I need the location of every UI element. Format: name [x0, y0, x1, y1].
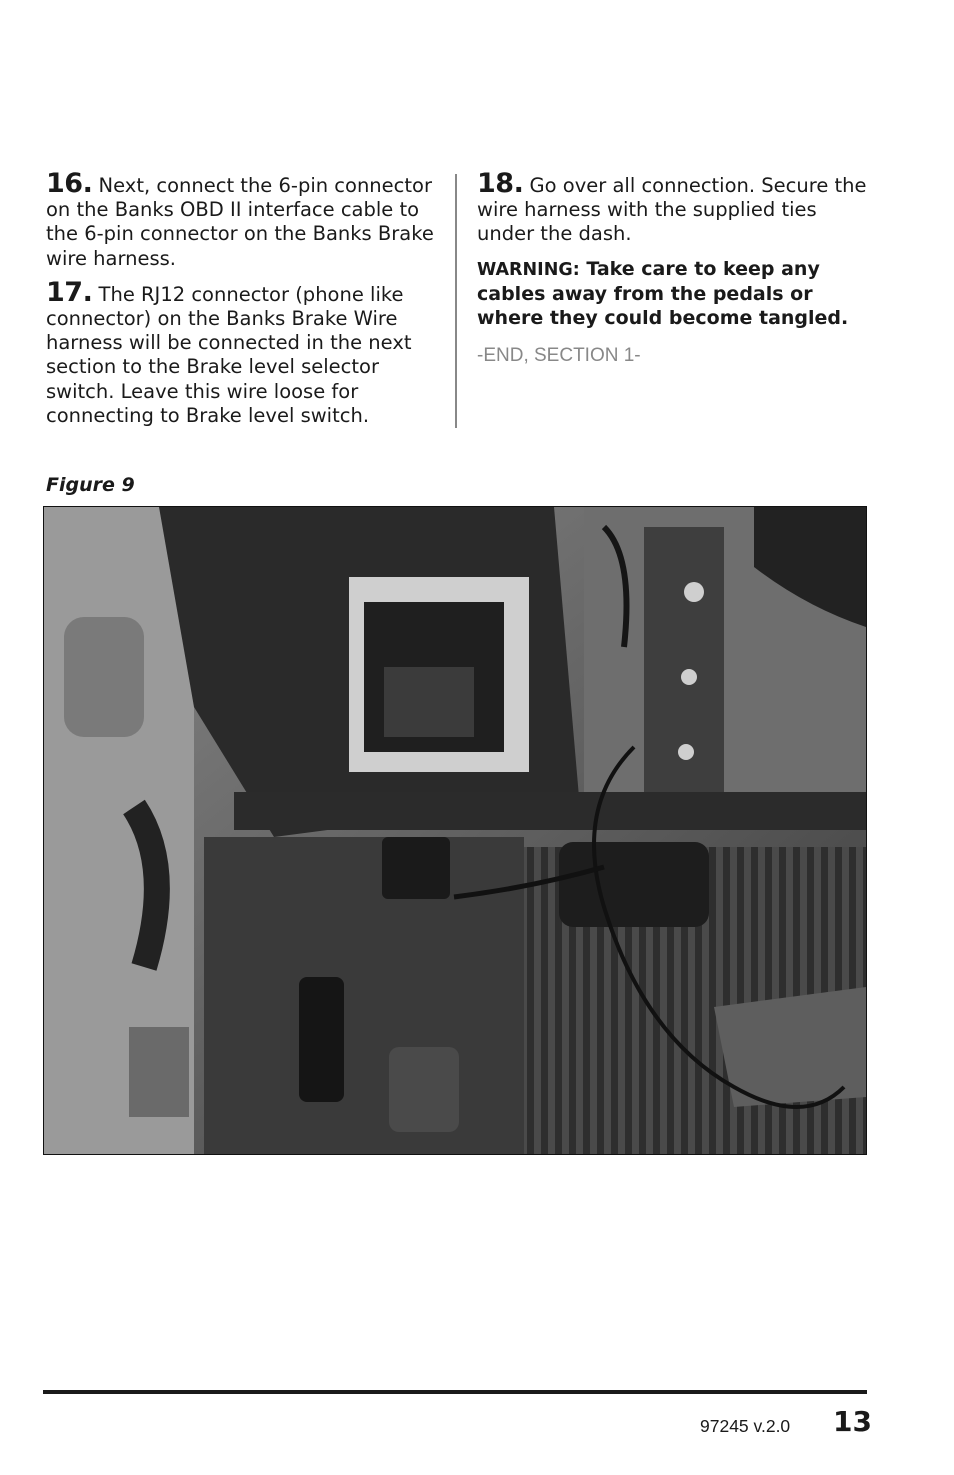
figure-photo [43, 506, 867, 1155]
step-17-number: 17. [46, 276, 93, 308]
column-divider [455, 174, 457, 428]
under-dash-photo-illustration [44, 507, 866, 1154]
step-17 [46, 276, 446, 428]
right-column [477, 168, 877, 378]
page-number: 13 [833, 1405, 872, 1438]
step-16 [46, 168, 446, 271]
step-18-number: 18. [477, 168, 524, 199]
document-version: 97245 v.2.0 [700, 1416, 791, 1436]
end-section-note: -END, SECTION 1- [477, 345, 641, 367]
step-16-text: Next, connect the 6-pin connector on the Banks OBD II interface cable to the 6-pin connector on the Banks Brake wire harness. [46, 174, 434, 270]
footer-rule [43, 1390, 867, 1394]
warning-text: Take care to keep any cables away from the pedals or where they could become tangled. [477, 257, 849, 330]
warning-label: WARNING: [477, 259, 580, 280]
step-18-text: Go over all connection. Secure the wire harness with the supplied ties under the dash. [477, 174, 867, 246]
step-17-text: The RJ12 connector (phone like connector) on the Banks Brake Wire harness will be connected in the next section to the Brake level selector switch. Leave this wire loose for connecting to Brake level switch. [46, 282, 412, 427]
step-18 [477, 168, 877, 247]
figure-label: Figure 9 [46, 474, 135, 496]
step-16-number: 16. [46, 168, 93, 199]
warning-note [477, 257, 877, 331]
left-column [46, 168, 446, 438]
